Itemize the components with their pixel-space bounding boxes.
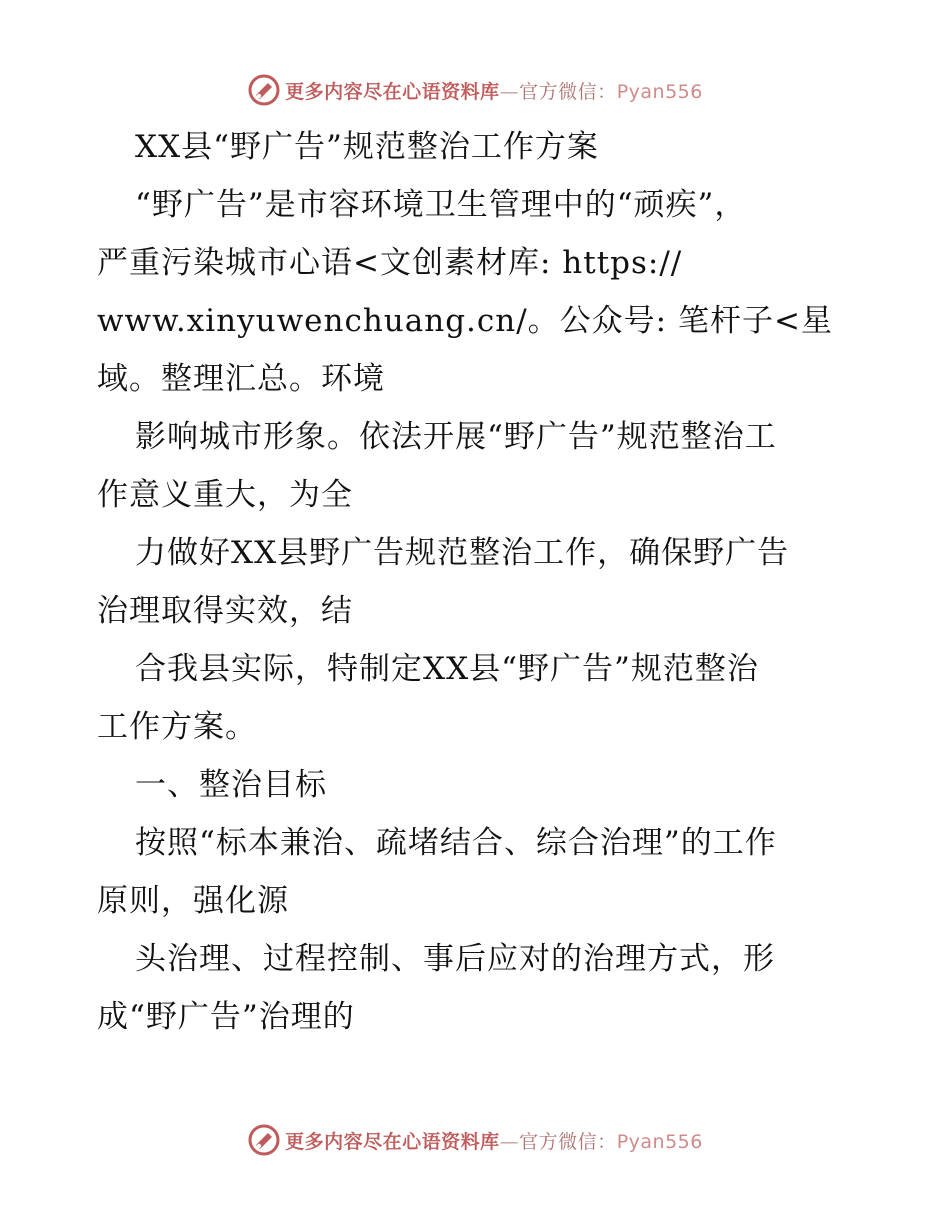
watermark-official: 官方微信：	[519, 80, 617, 103]
logo-icon	[247, 73, 281, 107]
paragraph-line: 影响城市形象。依法开展“野广告”规范整治工	[135, 419, 777, 455]
document-body	[97, 118, 857, 1046]
section-heading: 一、整治目标	[135, 767, 327, 803]
paragraph-line: 合我县实际，特制定XX县“野广告”规范整治	[135, 651, 759, 687]
watermark-text	[285, 77, 703, 104]
paragraph-line: 工作方案。	[97, 709, 257, 745]
footer-watermark	[0, 1120, 950, 1160]
paragraph-line: 头治理、过程控制、事后应对的治理方式，形	[135, 941, 775, 977]
paragraph-line: “野广告”是市容环境卫生管理中的“顽疾”，	[135, 187, 747, 223]
document-title: XX县“野广告”规范整治工作方案	[135, 129, 599, 165]
watermark-official: 官方微信：	[519, 1130, 617, 1153]
paragraph-line: 力做好XX县野广告规范整治工作，确保野广告	[135, 535, 790, 571]
watermark-dash: —	[499, 1130, 520, 1153]
paragraph-line: 作意义重大，为全	[97, 477, 353, 513]
watermark-main: 更多内容尽在心语资料库	[285, 80, 500, 103]
header-watermark	[0, 70, 950, 110]
paragraph-line: 按照“标本兼治、疏堵结合、综合治理”的工作	[135, 825, 777, 861]
paragraph-line: 治理取得实效，结	[97, 593, 353, 629]
paragraph-line: www.xinyuwenchuang.cn/。公众号: 笔杆子<星	[97, 303, 833, 339]
watermark-main: 更多内容尽在心语资料库	[285, 1130, 500, 1153]
watermark-id: Pyan556	[616, 80, 703, 103]
paragraph-line: 成“野广告”治理的	[97, 999, 355, 1035]
logo-icon	[247, 1123, 281, 1157]
paragraph-line: 原则，强化源	[97, 883, 289, 919]
paragraph-line: 域。整理汇总。环境	[97, 361, 385, 397]
watermark-text	[285, 1127, 703, 1154]
paragraph-line: 严重污染城市心语<文创素材库: https://	[97, 245, 683, 281]
watermark-dash: —	[499, 80, 520, 103]
watermark-id: Pyan556	[616, 1130, 703, 1153]
